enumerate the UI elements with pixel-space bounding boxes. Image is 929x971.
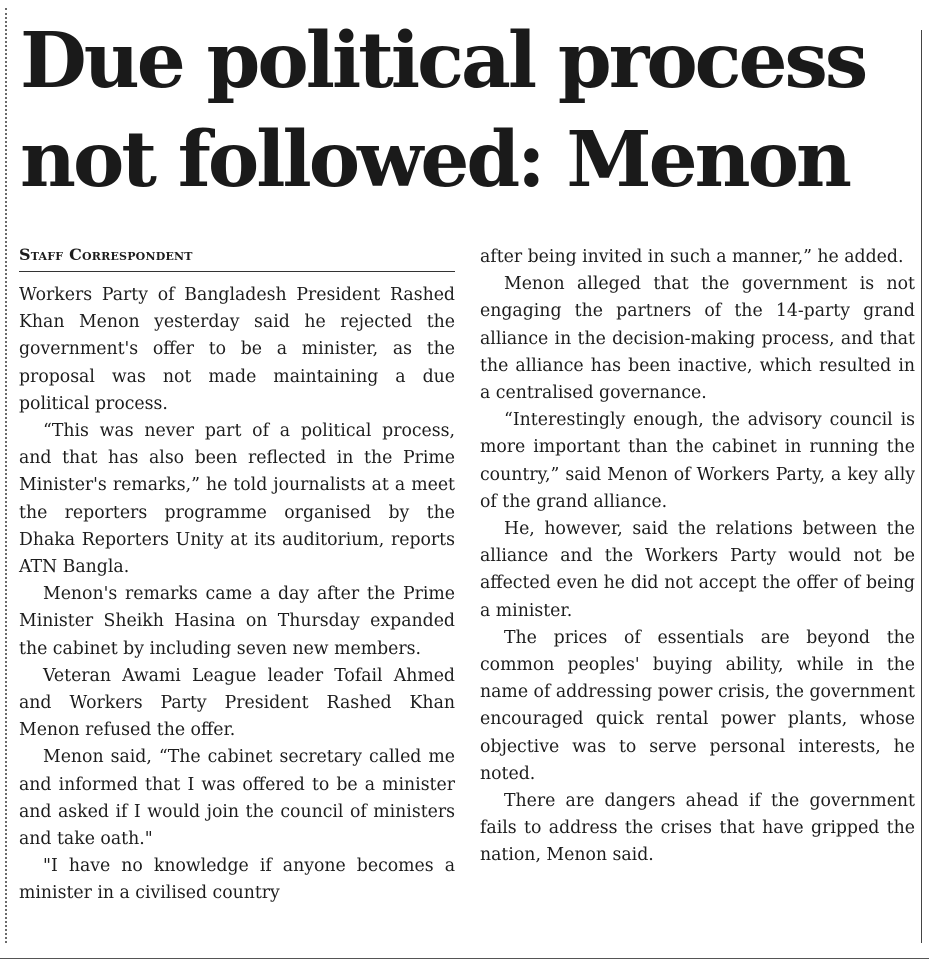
- paragraph-right-2: Menon alleged that the government is not engaging the partners of the 14-party grand alliance in the decision-making process, and that the alliance has been inactive, which resulted in a centralised governance.: [480, 274, 915, 404]
- paragraph-left-6: "I have no knowledge if anyone becomes a minister in a civilised country: [19, 856, 455, 904]
- paragraph-left-5: Menon said, “The cabinet secretary called me and informed that I was offered to be a minister and asked if I would join the council of ministers and take oath.": [19, 747, 455, 850]
- paragraph-left-1: Workers Party of Bangladesh President Rashed Khan Menon yesterday said he rejected the government's offer to be a minister, as the proposal was not made maintaining a due political process.: [19, 285, 455, 414]
- article-column-left: [19, 244, 455, 908]
- paragraph-left-4: Veteran Awami League leader Tofail Ahmed and Workers Party President Rashed Khan Menon refused the offer.: [19, 665, 455, 741]
- paragraph-left-3: Menon's remarks came a day after the Prime Minister Sheikh Hasina on Thursday expanded the cabinet by including seven new members.: [19, 584, 455, 659]
- byline: Staff Correspondent: [19, 244, 455, 272]
- headline-line-2: not followed: Menon: [20, 115, 849, 205]
- headline: [20, 12, 910, 210]
- paragraph-right-3: “Interestingly enough, the advisory council is more important than the cabinet in running the country,” said Menon of Workers Party, a key ally of the grand alliance.: [480, 410, 915, 512]
- paragraph-right-6: There are dangers ahead if the government fails to address the crises that have gripped the nation, Menon said.: [480, 791, 915, 866]
- dotted-column-border: [5, 8, 7, 943]
- headline-line-1: Due political process: [20, 16, 866, 106]
- article-column-right: [480, 244, 915, 870]
- paragraph-right-4: He, however, said the relations between the alliance and the Workers Party would not be affected even he did not accept the offer of being a minister.: [480, 519, 915, 621]
- paragraph-left-2: “This was never part of a political process, and that has also been reflected in the Prime Minister's remarks,” he told journalists at a meet the reporters programme organised by the Dhaka Reporters Unity at its auditorium, reports ATN Bangla.: [19, 421, 455, 578]
- paragraph-right-1: after being invited in such a manner,” he added.: [480, 247, 904, 267]
- bottom-rule: [0, 958, 929, 959]
- right-column-rule: [921, 30, 922, 943]
- paragraph-right-5: The prices of essentials are beyond the common peoples' buying ability, while in the name of addressing power crisis, the government encouraged quick rental power plants, whose objective was to serve personal interests, he noted.: [480, 627, 915, 784]
